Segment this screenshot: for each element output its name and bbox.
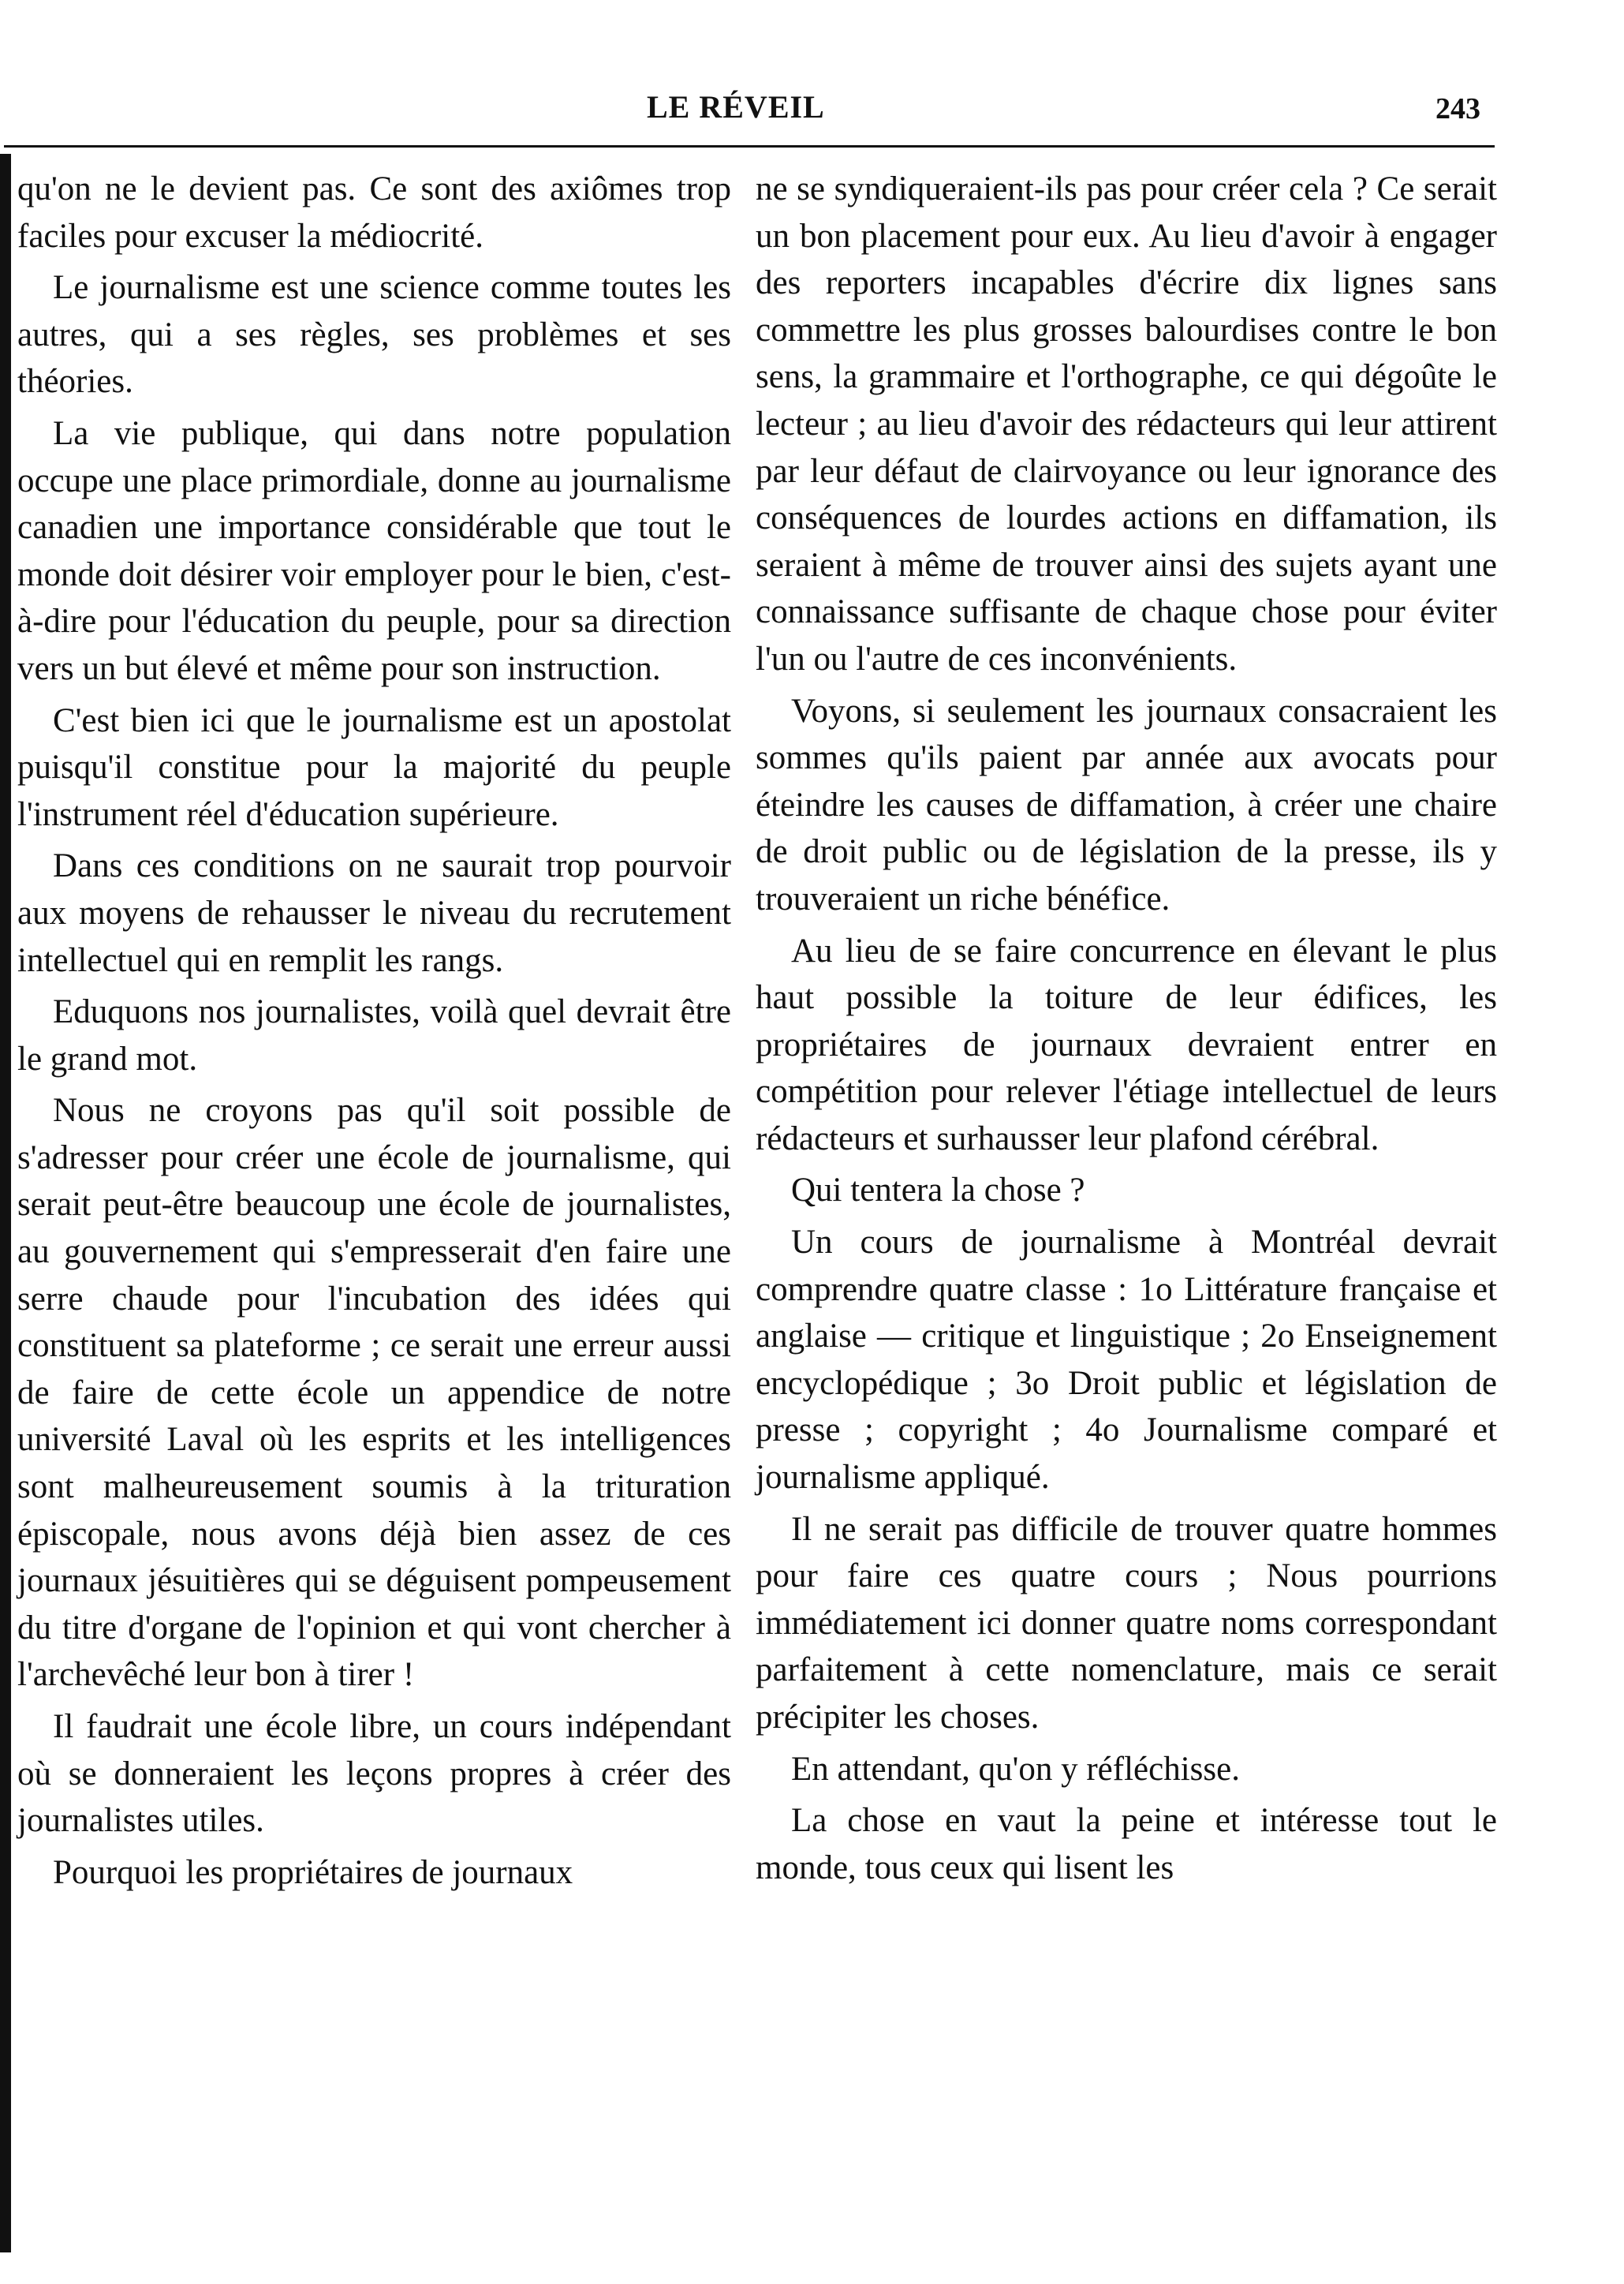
paragraph: La chose en vaut la peine et intéresse tout le monde, tous ceux qui lisent les bbox=[756, 1802, 1497, 1886]
page-number: 243 bbox=[1435, 92, 1480, 125]
paragraph: ne se syndiqueraient-ils pas pour créer cela ? Ce serait un bon placement pour eux. Au lieu d'avoir à engager des reporters incapables d'écrire dix lignes sans commettre les plus grosses balourdises contre le bon sens, la grammaire et l'orthographe, ce qui dégoûte le lecteur ; au lieu d'avoir des rédacteurs qui leur attirent par leur défaut de clairvoyance ou leur ignorance des conséquences de lourdes actions en diffamation, ils seraient à même de trouver ainsi des sujets ayant une connaissance suffisante de chaque chose pour éviter l'un ou l'autre de ces inconvénients. bbox=[756, 170, 1497, 678]
right-column bbox=[756, 166, 1497, 1896]
paragraph: Au lieu de se faire concurrence en élevant le plus haut possible la toiture de leur édifices, les propriétaires de journaux devraient entrer en compétition pour relever l'étiage intellectuel de leurs rédacteurs et surhausser leur plafond cérébral. bbox=[756, 932, 1497, 1157]
paragraph: C'est bien ici que le journalisme est un apostolat puisqu'il constitue pour la majorité du peuple l'instrument réel d'éducation supérieure. bbox=[17, 701, 731, 833]
paragraph: Voyons, si seulement les journaux consacraient les sommes qu'ils paient par année aux avocats pour éteindre les causes de diffamation, à créer une chaire de droit public ou de législation de la presse, ils y trouveraient un riche bénéfice. bbox=[756, 692, 1497, 918]
paragraph: En attendant, qu'on y réfléchisse. bbox=[791, 1750, 1240, 1788]
paragraph: qu'on ne le devient pas. Ce sont des axiômes trop faciles pour excuser la médiocrité. bbox=[17, 170, 731, 255]
paragraph: Il ne serait pas difficile de trouver quatre hommes pour faire ces quatre cours ; Nous pourrions immédiatement ici donner quatre noms correspondant parfaitement à cette nomenclature, mais ce serait précipiter les choses. bbox=[756, 1510, 1497, 1736]
left-column bbox=[17, 166, 731, 1901]
paragraph: La vie publique, qui dans notre population occupe une place primordiale, donne au journalisme canadien une importance considérable que tout le monde doit désirer voir employer pour le bien, c'est-à-dire pour l'éducation du peuple, pour sa direction vers un but élevé et même pour son instruction. bbox=[17, 414, 731, 687]
paragraph: Le journalisme est une science comme toutes les autres, qui a ses règles, ses problèmes et ses théories. bbox=[17, 269, 731, 401]
paragraph: Qui tentera la chose ? bbox=[791, 1172, 1085, 1209]
paragraph: Il faudrait une école libre, un cours indépendant où se donneraient les leçons propres à créer des journalistes utiles. bbox=[17, 1708, 731, 1840]
paragraph: Un cours de journalisme à Montréal devrait comprendre quatre classe : 1o Littérature française et anglaise — critique et linguistique ; 2o Enseignement encyclopédique ; 3o Droit public et législation de presse ; copyright ; 4o Journalisme comparé et journalisme appliqué. bbox=[756, 1224, 1497, 1497]
paragraph: Nous ne croyons pas qu'il soit possible de s'adresser pour créer une école de journalisme, qui serait peut-être beaucoup une école de journalistes, au gouvernement qui s'empresserait d'en faire une serre chaude pour l'incubation des idées qui constituent sa plateforme ; ce serait une erreur aussi de faire de cette école un appendice de notre université Laval où les esprits et les intelligences sont malheureusement soumis à la trituration épiscopale, nous avons déjà bien assez de ces journaux jésuitières qui se déguisent pompeusement du titre d'organe de l'opinion et qui vont chercher à l'archevêché leur bon à tirer ! bbox=[17, 1092, 731, 1694]
header-rule bbox=[4, 145, 1495, 148]
binding-margin-bar bbox=[0, 154, 11, 2252]
page-header bbox=[0, 88, 1624, 136]
paragraph: Pourquoi les propriétaires de journaux bbox=[53, 1853, 573, 1891]
paragraph: Dans ces conditions on ne saurait trop pourvoir aux moyens de rehausser le niveau du recrutement intellectuel qui en remplit les rangs. bbox=[17, 847, 731, 979]
running-title: LE RÉVEIL bbox=[647, 89, 825, 125]
paragraph: Eduquons nos journalistes, voilà quel devrait être le grand mot. bbox=[17, 993, 731, 1078]
